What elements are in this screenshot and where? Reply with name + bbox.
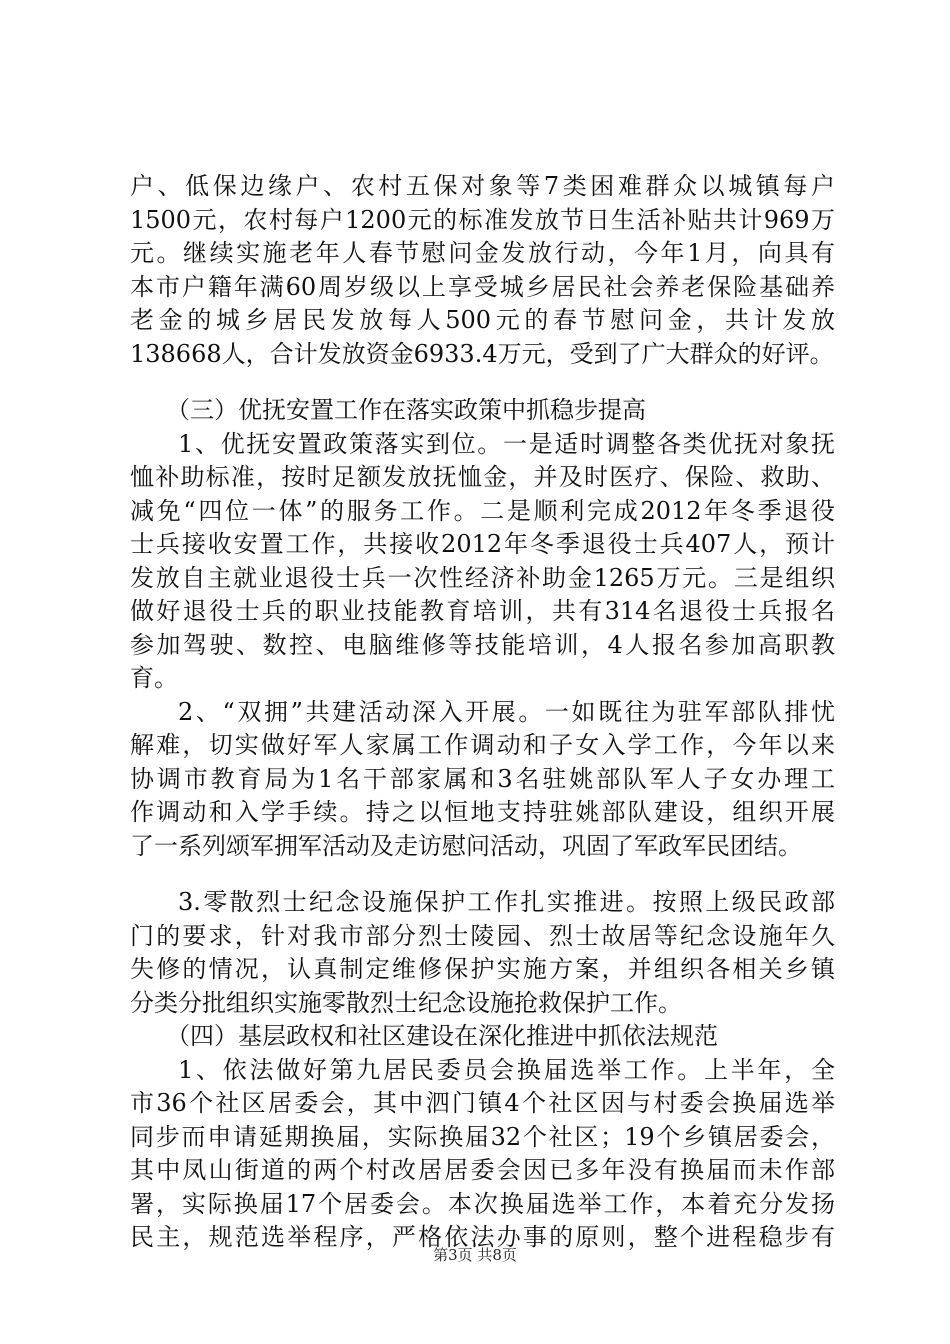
section-heading bbox=[130, 1020, 835, 1054]
text-line: 市36个社区居委会，其中泗门镇4个社区因与村委会换届选举 bbox=[130, 1089, 835, 1117]
section-heading-text: （三）优抚安置工作在落实政策中抓稳步提高 bbox=[166, 396, 646, 424]
text-line: 分类分批组织实施零散烈士纪念设施抢救保护工作。 bbox=[130, 988, 682, 1017]
paragraph bbox=[130, 696, 835, 864]
text-line: 同步而申请延期换届，实际换届32个社区；19个乡镇居委会， bbox=[130, 1122, 835, 1151]
text-line: 恤补助标准，按时足额发放抚恤金，并及时医疗、保险、救助、 bbox=[130, 463, 835, 491]
text-line: 协调市教育局为1名干部家属和3名驻姚部队军人子女办理工 bbox=[130, 764, 835, 793]
text-line: 发放自主就业退役士兵一次性经济补助金1265万元。三是组织 bbox=[130, 563, 835, 592]
text-line: 署，实际换届17个居委会。本次换届选举工作，本着充分发扬 bbox=[130, 1189, 835, 1218]
text-line: 1500元，农村每户1200元的标准发放节日生活补贴共计969万 bbox=[130, 205, 835, 234]
text-line: 失修的情况，认真制定维修保护实施方案，并组织各相关乡镇 bbox=[130, 955, 835, 983]
text-line: 138668人，合计发放资金6933.4万元，受到了广大群众的好评。 bbox=[130, 339, 834, 368]
paragraph bbox=[130, 1054, 835, 1255]
section-heading-text: （四）基层政权和社区建设在深化推进中抓依法规范 bbox=[166, 1022, 718, 1050]
text-line: 2、“双拥”共建活动深入开展。一如既往为驻军部队排忧 bbox=[178, 697, 835, 726]
text-line: 1、依法做好第九居民委员会换届选举工作。上半年，全 bbox=[178, 1055, 835, 1084]
text-line: 育。 bbox=[130, 664, 178, 692]
text-line: 其中凤山街道的两个村改居居委会因已多年没有换届而未作部 bbox=[130, 1156, 835, 1184]
text-line: 参加驾驶、数控、电脑维修等技能培训，4人报名参加高职教 bbox=[130, 630, 835, 659]
text-line: 本市户籍年满60周岁级以上享受城乡居民社会养老保险基础养 bbox=[130, 272, 835, 301]
text-line: 减免“四位一体”的服务工作。二是顺利完成2012年冬季退役 bbox=[130, 496, 835, 525]
paragraph bbox=[130, 170, 835, 371]
text-line: 门的要求，针对我市部分烈士陵园、烈士故居等纪念设施年久 bbox=[130, 921, 835, 950]
text-line: 3.零散烈士纪念设施保护工作扎实推进。按照上级民政部 bbox=[178, 888, 835, 916]
text-line: 1、优抚安置政策落实到位。一是适时调整各类优抚对象抚 bbox=[178, 429, 835, 458]
paragraph-gap bbox=[130, 371, 835, 394]
text-line: 解难，切实做好军人家属工作调动和子女入学工作，今年以来 bbox=[130, 731, 835, 759]
text-line: 做好退役士兵的职业技能教育培训，共有314名退役士兵报名 bbox=[130, 597, 835, 625]
document-body bbox=[130, 170, 835, 1255]
text-line: 士兵接收安置工作，共接收2012年冬季退役士兵407人，预计 bbox=[130, 530, 835, 558]
paragraph-gap bbox=[130, 863, 835, 886]
text-line: 民主，规范选举程序，严格依法办事的原则，整个进程稳步有 bbox=[130, 1223, 835, 1251]
text-line: 作调动和入学手续。持之以恒地支持驻姚部队建设，组织开展 bbox=[130, 798, 835, 826]
text-line: 元。继续实施老年人春节慰问金发放行动，今年1月，向具有 bbox=[130, 239, 835, 267]
text-line: 户、低保边缘户、农村五保对象等7类困难群众以城镇每户 bbox=[130, 172, 835, 200]
paragraph bbox=[130, 428, 835, 696]
paragraph bbox=[130, 886, 835, 1020]
text-line: 了一系列颂军拥军活动及走访慰问活动，巩固了军政军民团结。 bbox=[130, 831, 802, 860]
page-number-footer: 第3页 共8页 bbox=[433, 1246, 517, 1264]
section-heading bbox=[130, 394, 835, 428]
text-line: 老金的城乡居民发放每人500元的春节慰问金，共计发放 bbox=[130, 306, 835, 334]
